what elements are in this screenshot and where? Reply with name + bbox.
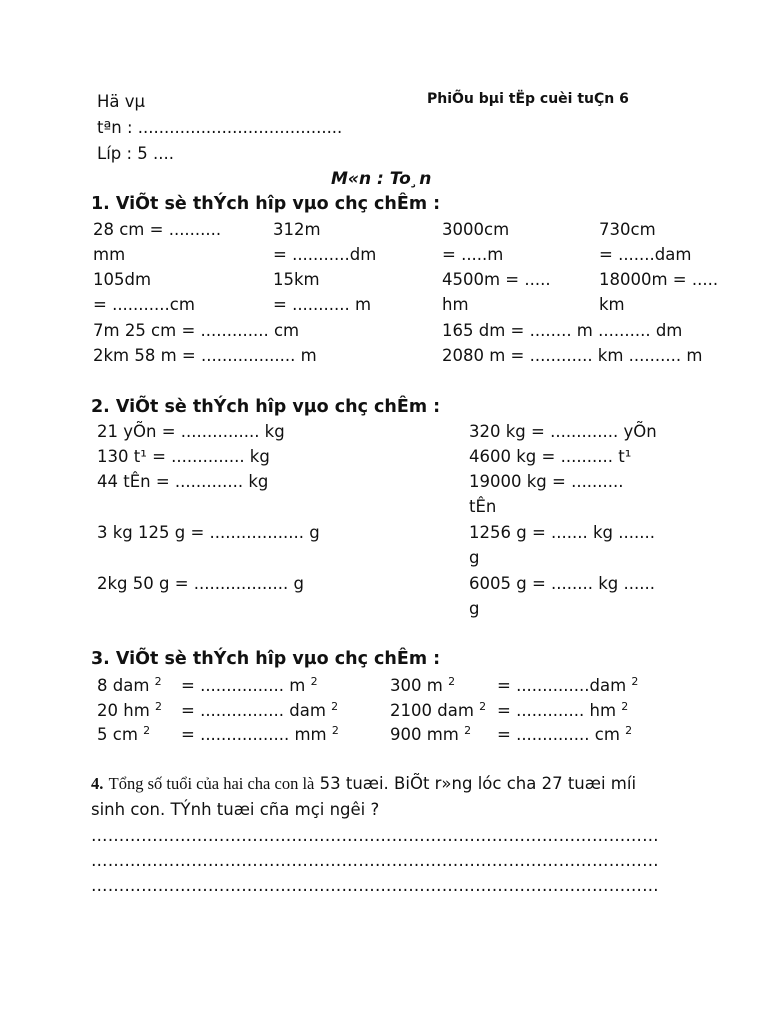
s1-c2-r1: 312m bbox=[273, 220, 321, 239]
s3-r2-a: 20 hm $^2$ bbox=[97, 700, 163, 720]
s2-right-5: 6005 g = ........ kg ...... bbox=[469, 574, 655, 593]
section4-number: 4. bbox=[91, 774, 104, 793]
s3-r1-d: = ..............dam $^2$ bbox=[497, 675, 639, 695]
s2-right-2: 4600 kg = .......... t¹ bbox=[469, 447, 632, 466]
section4-text-rest: 53 tuæi. BiÕt r»ng lóc cha 27 tuæi míi bbox=[314, 774, 637, 793]
s1-c4-r4: km bbox=[599, 295, 625, 314]
s3-r3-c: 900 mm $^2$ bbox=[390, 724, 472, 744]
s1-c3-r1: 3000cm bbox=[442, 220, 510, 239]
class-label: Líp : 5 .... bbox=[97, 144, 175, 163]
s1-c1-r3: 105dm bbox=[93, 270, 152, 289]
s3-r1-b: = ................ m $^2$ bbox=[181, 675, 318, 695]
s1-c1-r2: mm bbox=[93, 245, 126, 264]
s1-c4-r1: 730cm bbox=[599, 220, 656, 239]
sheet-title: PhiÕu bµi tËp cuèi tuÇn 6 bbox=[427, 91, 629, 107]
section3-heading: 3. ViÕt sè thÝch hîp vµo chç chÊm : bbox=[91, 649, 441, 669]
student-name-line: tªn : ....................................... bbox=[97, 118, 343, 137]
s2-right-4: 1256 g = ....... kg ....... bbox=[469, 523, 655, 542]
s1-c2-r3: 15km bbox=[273, 270, 320, 289]
s3-r2-d: = ............. hm $^2$ bbox=[497, 700, 629, 720]
section4-line2: sinh con. TÝnh tuæi cña mçi ngêi ? bbox=[91, 800, 380, 819]
s2-right-3b: tÊn bbox=[469, 497, 497, 516]
section1-heading: 1. ViÕt sè thÝch hîp vµo chç chÊm : bbox=[91, 194, 441, 214]
s1-c2-r4: = ........... m bbox=[273, 295, 372, 314]
s2-left-1: 21 yÕn = ............... kg bbox=[97, 422, 285, 441]
s3-r2-c: 2100 dam $^2$ bbox=[390, 700, 487, 720]
s2-left-5: 2kg 50 g = .................. g bbox=[97, 574, 304, 593]
s2-right-1: 320 kg = ............. yÕn bbox=[469, 422, 657, 441]
s1-c1-r1: 28 cm = .......... bbox=[93, 220, 222, 239]
student-name-label: Hä vµ bbox=[97, 92, 146, 111]
section4-text-serif: Tổng số tuổi của hai cha con là bbox=[108, 774, 315, 793]
answer-line-3: ………………………………………………………………………………………… bbox=[91, 876, 659, 895]
s3-r1-a: 8 dam $^2$ bbox=[97, 675, 162, 695]
s1-row5-right: 165 dm = ........ m .......... dm bbox=[442, 321, 683, 340]
s1-c2-r2: = ...........dm bbox=[273, 245, 377, 264]
s1-c3-r4: hm bbox=[442, 295, 469, 314]
s2-left-4: 3 kg 125 g = .................. g bbox=[97, 523, 320, 542]
s3-r2-b: = ................ dam $^2$ bbox=[181, 700, 339, 720]
s3-r3-a: 5 cm $^2$ bbox=[97, 724, 151, 744]
answer-line-1: ………………………………………………………………………………………… bbox=[91, 826, 659, 845]
s3-r3-d: = .............. cm $^2$ bbox=[497, 724, 633, 744]
s1-row6-left: 2km 58 m = .................. m bbox=[93, 346, 317, 365]
s3-r1-c: 300 m $^2$ bbox=[390, 675, 456, 695]
s1-c3-r3: 4500m = ..... bbox=[442, 270, 551, 289]
s3-r3-b: = ................. mm $^2$ bbox=[181, 724, 339, 744]
section4-line1 bbox=[91, 774, 636, 794]
s1-c1-r4: = ...........cm bbox=[93, 295, 195, 314]
s2-right-5b: g bbox=[469, 599, 480, 618]
s2-left-3: 44 tÊn = ............. kg bbox=[97, 472, 269, 491]
s2-left-2: 130 t¹ = .............. kg bbox=[97, 447, 270, 466]
s1-c4-r2: = .......dam bbox=[599, 245, 692, 264]
answer-line-2: ………………………………………………………………………………………… bbox=[91, 851, 659, 870]
s1-row5-left: 7m 25 cm = ............. cm bbox=[93, 321, 300, 340]
s1-row6-right: 2080 m = ............ km .......... m bbox=[442, 346, 703, 365]
subject-title: M«n : To¸n bbox=[331, 169, 432, 189]
s1-c4-r3: 18000m = ..... bbox=[599, 270, 719, 289]
s2-right-4b: g bbox=[469, 548, 480, 567]
s2-right-3: 19000 kg = .......... bbox=[469, 472, 624, 491]
section2-heading: 2. ViÕt sè thÝch hîp vµo chç chÊm : bbox=[91, 397, 441, 417]
s1-c3-r2: = .....m bbox=[442, 245, 504, 264]
